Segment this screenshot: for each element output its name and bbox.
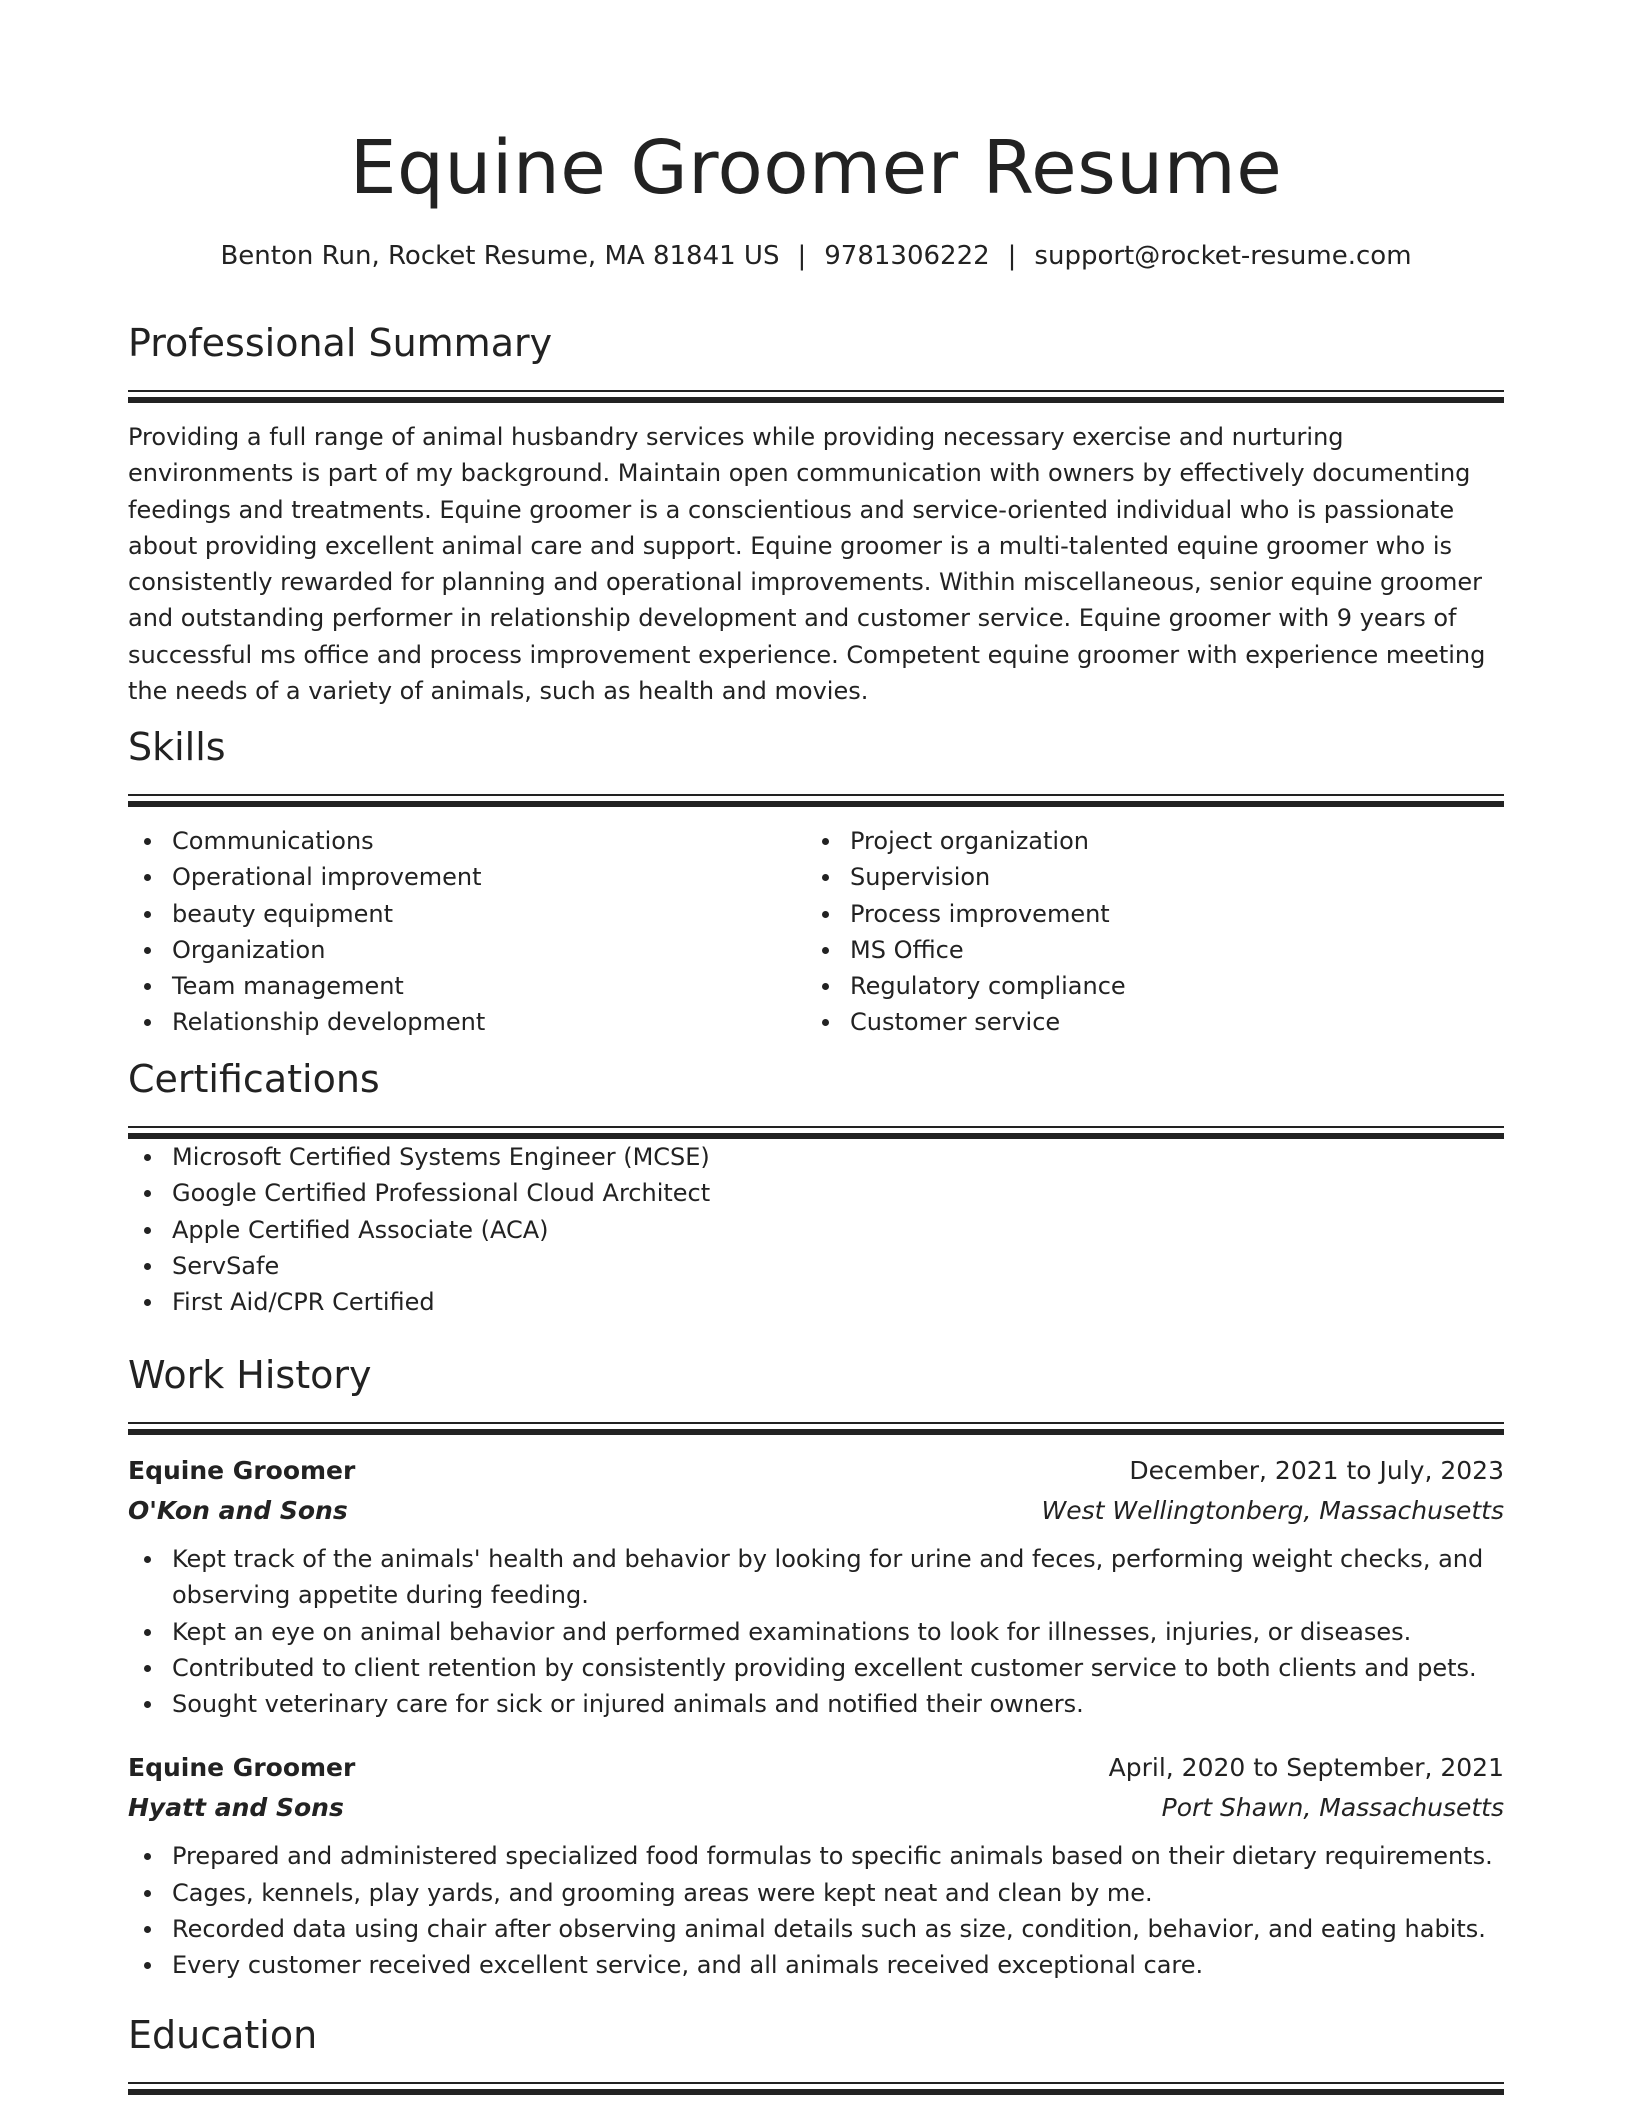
contact-separator: | xyxy=(1007,241,1017,271)
certifications-list xyxy=(128,1139,1504,1320)
job-entry xyxy=(128,1748,1504,1983)
skill-item: MS Office xyxy=(806,932,1484,968)
section-heading-summary: Professional Summary xyxy=(128,321,553,365)
job-dates: April, 2020 to September, 2021 xyxy=(1108,1753,1504,1783)
section-heading-skills: Skills xyxy=(128,725,226,769)
contact-email[interactable]: support@rocket-resume.com xyxy=(1034,241,1412,271)
section-rule xyxy=(128,801,1504,807)
resume-title: Equine Groomer Resume xyxy=(349,125,1283,211)
job-bullet: Recorded data using chair after observing animal details such as size, condition, behavior, and eating habits. xyxy=(128,1911,1504,1947)
contact-separator: | xyxy=(797,241,807,271)
certification-item: Apple Certified Associate (ACA) xyxy=(128,1212,1504,1248)
skill-item: Regulatory compliance xyxy=(806,968,1484,1004)
job-bullet: Cages, kennels, play yards, and grooming areas were kept neat and clean by me. xyxy=(128,1875,1504,1911)
skill-item: Organization xyxy=(128,932,806,968)
job-dates: December, 2021 to July, 2023 xyxy=(1129,1456,1504,1485)
contact-address: Benton Run, Rocket Resume, MA 81841 US xyxy=(220,241,780,271)
job-bullet: Contributed to client retention by consistently providing excellent customer service to both clients and pets. xyxy=(128,1650,1504,1686)
job-entry xyxy=(128,1451,1504,1722)
job-header-row xyxy=(128,1451,1504,1491)
skills-list-left xyxy=(128,823,806,1041)
section-rule xyxy=(128,1429,1504,1435)
section-rule xyxy=(128,390,1504,392)
section-heading-work-history: Work History xyxy=(128,1353,372,1397)
contact-phone: 9781306222 xyxy=(824,241,990,271)
skill-item: Project organization xyxy=(806,823,1484,859)
section-rule xyxy=(128,397,1504,403)
section-rule xyxy=(128,1422,1504,1424)
job-location: Port Shawn, Massachusetts xyxy=(1161,1793,1504,1823)
job-bullet: Prepared and administered specialized food formulas to specific animals based on their dietary requirements. xyxy=(128,1838,1504,1874)
skill-item: Customer service xyxy=(806,1004,1484,1040)
job-company-row xyxy=(128,1788,1504,1828)
certification-item: Google Certified Professional Cloud Architect xyxy=(128,1175,1504,1211)
skills-list-right xyxy=(806,823,1484,1041)
certification-item: First Aid/CPR Certified xyxy=(128,1284,1504,1320)
job-location: West Wellingtonberg, Massachusetts xyxy=(1041,1496,1504,1525)
job-bullet: Kept track of the animals' health and behavior by looking for urine and feces, performing weight checks, and observing appetite during feeding. xyxy=(128,1541,1504,1614)
section-skills xyxy=(128,722,1504,1041)
certification-item: Microsoft Certified Systems Engineer (MCSE) xyxy=(128,1139,1504,1175)
job-bullet: Every customer received excellent service, and all animals received exceptional care. xyxy=(128,1947,1504,1983)
section-work-history xyxy=(128,1350,1504,1984)
summary-text: Providing a full range of animal husbandry services while providing necessary exercise and nurturing environments is part of my background. Maintain open communication with owners by effectively documenting feedings and treatments. Equine groomer is a conscientious and service-oriented individual who is passionate about providing excellent animal care and support. Equine groomer is a multi-talented equine groomer who is consistently rewarded for planning and operational improvements. Within miscellaneous, senior equine groomer and outstanding performer in relationship development and customer service. Equine groomer with 9 years of successful ms office and process improvement experience. Competent equine groomer with experience meeting the needs of a variety of animals, such as health and movies. xyxy=(128,423,1486,706)
section-summary xyxy=(128,318,1504,709)
job-bullet: Kept an eye on animal behavior and performed examinations to look for illnesses, injuries, or diseases. xyxy=(128,1614,1504,1650)
job-company: Hyatt and Sons xyxy=(128,1793,344,1823)
section-rule xyxy=(128,2089,1504,2095)
contact-line xyxy=(128,236,1504,276)
skill-item: Supervision xyxy=(806,859,1484,895)
job-bullets xyxy=(128,1541,1504,1722)
job-bullets xyxy=(128,1838,1504,1983)
section-certifications xyxy=(128,1054,1504,1320)
job-title: Equine Groomer xyxy=(128,1456,356,1485)
skill-item: Communications xyxy=(128,823,806,859)
section-rule xyxy=(128,2082,1504,2084)
section-rule xyxy=(128,794,1504,796)
section-rule xyxy=(128,1126,1504,1128)
job-title: Equine Groomer xyxy=(128,1753,356,1783)
skill-item: beauty equipment xyxy=(128,896,806,932)
skill-item: Relationship development xyxy=(128,1004,806,1040)
skill-item: Process improvement xyxy=(806,896,1484,932)
section-education xyxy=(128,2010,1504,2095)
job-company-row xyxy=(128,1491,1504,1531)
skills-columns xyxy=(128,823,1504,1041)
job-header-row xyxy=(128,1748,1504,1788)
section-heading-certifications: Certifications xyxy=(128,1057,380,1101)
skill-item: Team management xyxy=(128,968,806,1004)
skill-item: Operational improvement xyxy=(128,859,806,895)
section-heading-education: Education xyxy=(128,2013,318,2057)
job-company: O'Kon and Sons xyxy=(128,1496,348,1525)
certification-item: ServSafe xyxy=(128,1248,1504,1284)
job-bullet: Sought veterinary care for sick or injured animals and notified their owners. xyxy=(128,1686,1504,1722)
